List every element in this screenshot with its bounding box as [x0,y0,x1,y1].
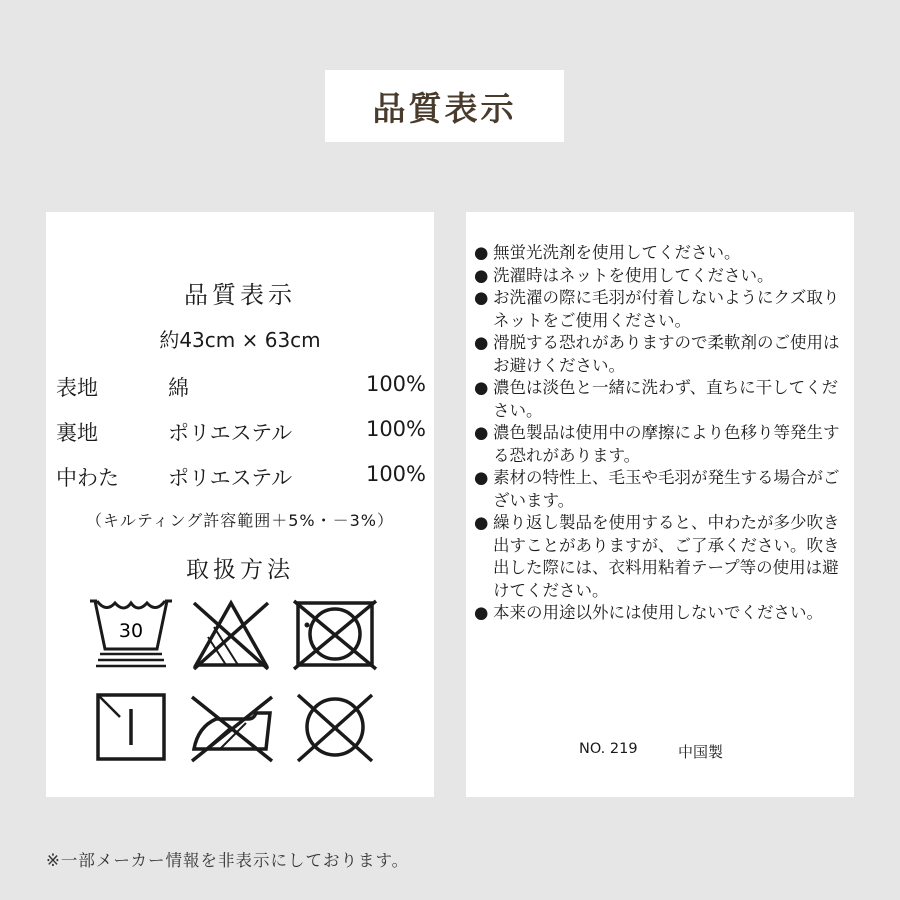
material-row [56,417,426,447]
material-row [56,462,426,492]
no-iron-icon [186,687,276,767]
material-name: ポリエステル [168,421,293,445]
material-row [56,372,426,402]
disclaimer-text: ※一部メーカー情報を非表示にしております。 [46,851,410,870]
note-item: ● 洗濯時はネットを使用してください。 [474,265,852,288]
country-of-origin: 中国製 [678,743,724,761]
material-percent: 100% [365,462,426,486]
note-item: ● 繰り返し製品を使用すると、中わたが多少吹き出すことがありますが、ご了承ください。吹き出した際には、衣料用粘着テープ等の使用は避けてください。 [474,512,852,602]
note-item: ● 濃色は淡色と一緒に洗わず、直ちに干してください。 [474,377,852,422]
no-dry-clean-icon [290,687,380,767]
material-name: ポリエステル [168,466,293,490]
note-item: ● 濃色製品は使用中の摩擦により色移り等発生する恐れがあります。 [474,422,852,467]
page-title: 品質表示 [372,88,517,128]
size-text: 約43cm × 63cm [159,328,321,352]
note-item: ● 滑脱する恐れがありますので柔軟剤のご使用はお避けください。 [474,332,852,377]
care-notes-list [474,242,852,625]
note-item: ● 無蛍光洗剤を使用してください。 [474,242,852,265]
note-item: ● 本来の用途以外には使用しないでください。 [474,602,852,625]
no-tumble-dry-icon [290,597,380,672]
note-item: ● 素材の特性上、毛玉や毛羽が発生する場合がございます。 [474,467,852,512]
line-dry-shade-icon [86,687,176,767]
quilting-tolerance-note: （キルティング許容範囲＋5%・－3%） [85,511,394,530]
care-title: 取扱方法 [186,557,294,583]
care-notes-card [466,212,854,797]
material-part: 中わた [56,466,119,490]
material-part: 裏地 [56,421,98,445]
wash-temperature: 30 [118,620,144,642]
material-percent: 100% [365,417,426,441]
note-item: ● お洗濯の際に毛羽が付着しないようにクズ取りネットをご使用ください。 [474,287,852,332]
no-bleach-icon [186,597,276,672]
material-percent: 100% [365,372,426,396]
header-banner [325,70,564,142]
product-code: NO. 219 [579,741,638,757]
label-title: 品質表示 [184,281,296,309]
material-name: 綿 [168,376,189,400]
wash-30-icon [86,597,176,672]
quality-label-card [46,212,434,797]
material-part: 表地 [56,376,98,400]
